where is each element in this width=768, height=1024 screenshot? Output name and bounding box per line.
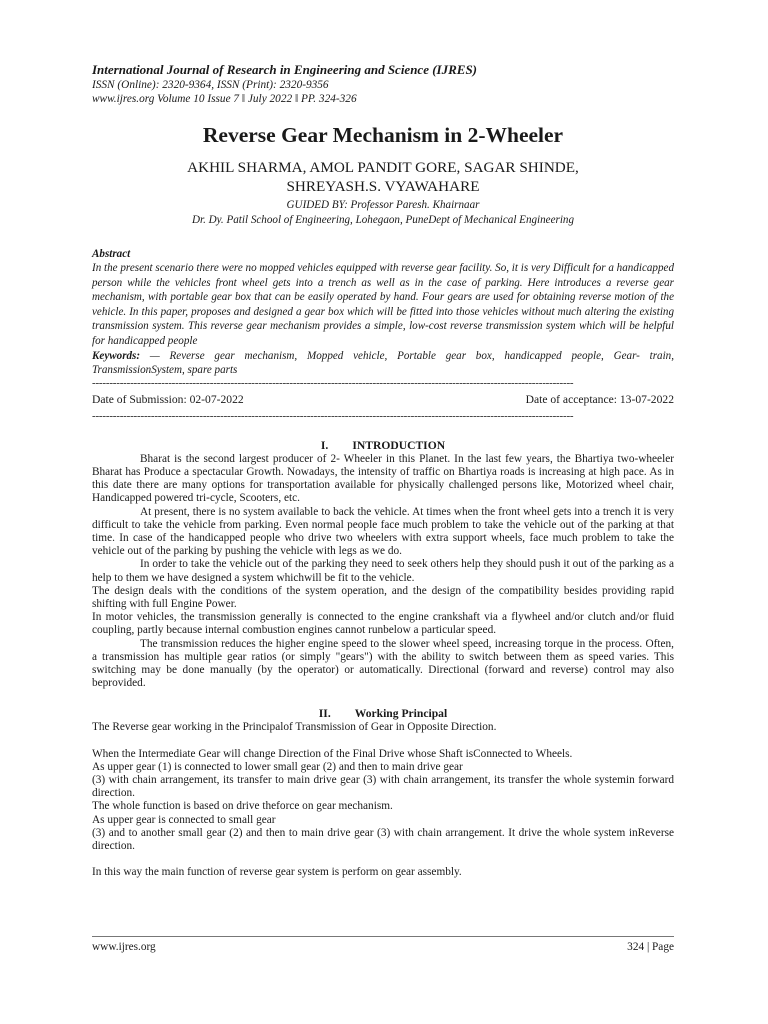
page-footer xyxy=(92,936,674,955)
footer-site: www.ijres.org xyxy=(92,941,156,953)
authors-line-1: AKHIL SHARMA, AMOL PANDIT GORE, SAGAR SHINDE, xyxy=(187,159,579,176)
journal-issn: ISSN (Online): 2320-9364, ISSN (Print): 2320-9356 xyxy=(92,79,329,91)
spacer xyxy=(92,735,674,748)
footer-rule xyxy=(92,936,674,937)
section-number: II. xyxy=(318,707,331,721)
section-heading-working-principal xyxy=(92,706,674,721)
submission-date: Date of Submission: 02-07-2022 xyxy=(92,392,244,406)
guided-by: GUIDED BY: Professor Paresh. Khairnaar xyxy=(286,199,480,211)
footer-row xyxy=(92,940,674,955)
intro-paragraph-4: The design deals with the conditions of the system operation, and the design of the compatibility besides providing rapid shifting with full Engine Power. xyxy=(92,584,674,610)
working-paragraph-7: (3) and to another small gear (2) and then to main drive gear (3) with chain arrangement. It drive the whole system inReverse direction. xyxy=(92,826,674,853)
paper-page xyxy=(92,62,674,879)
keywords xyxy=(92,349,674,378)
dates-row xyxy=(92,392,674,407)
intro-paragraph-5: In motor vehicles, the transmission generally is connected to the engine crankshaft via a flywheel and/or clutch and/or fluid coupling, partly because internal combustion engines cannot runbelow a particular speed. xyxy=(92,611,674,637)
journal-name: International Journal of Research in Engineering and Science (IJRES) xyxy=(92,62,478,77)
keywords-label: Keywords: xyxy=(92,349,141,362)
working-paragraph-8: In this way the main function of reverse gear system is perform on gear assembly. xyxy=(92,866,462,879)
working-paragraph-4: (3) with chain arrangement, its transfer to main drive gear (3) with chain arrangement, its transfer the whole systemin forward direction. xyxy=(92,774,674,800)
abstract-heading: Abstract xyxy=(92,248,131,260)
intro-paragraph-3: In order to take the vehicle out of the parking they need to seek others help they should push it out of the parking as a help to them we have designed a system whichwill be fit to the vehicle. xyxy=(92,558,674,584)
section-number: I. xyxy=(320,438,329,452)
section-title: INTRODUCTION xyxy=(352,438,446,452)
section-heading-introduction xyxy=(92,438,674,453)
acceptance-date: Date of acceptance: 13-07-2022 xyxy=(525,392,674,406)
affiliation: Dr. Dy. Patil School of Engineering, Lohegaon, PuneDept of Mechanical Engineering xyxy=(191,214,575,226)
spacer xyxy=(92,853,674,866)
authors xyxy=(92,158,674,196)
footer-page-number: 324 | Page xyxy=(627,941,674,953)
intro-paragraph-6: The transmission reduces the higher engine speed to the slower wheel speed, increasing torque in the process. Often, a transmission has multiple gear ratios (or simply "gears") with the ability to switch between them as speed varies. This switching may be done manually (by the operator) or automatically. Directional (forward and reverse) control may also beprovided. xyxy=(92,637,674,690)
intro-paragraph-1: Bharat is the second largest producer of 2- Wheeler in this Planet. In the last few years, the Bhartiya two-wheeler Bharat has Produce a spectacular Growth. Nowadays, the intensity of traffic on Bhartiya roads is increasing at high pace. As in this date there are many options for transportation available for physically challenged persons like, Motorized wheel chair, Handicapped powered tri-cycle, Scooters, etc. xyxy=(92,452,674,505)
abstract-text: In the present scenario there were no mopped vehicles equipped with reverse gear facility. So, it is very Difficult for a handicapped person while the vehicles front wheel gets into a trench as well as in the case of parking. Here introduces a reverse gear mechanism, with portable gear box that can be easily operated by hand. Four gears are used for obtaining reverse motion of the vehicle. In this paper, proposes and designed a gear box which will be fitted into those vehicles without much altering the existing transmission system. This reverse gear mechanism provides a simple, low-cost reverse transmission system which will be helpful for handicapped people xyxy=(92,262,674,347)
separator-top: ------------------------------------------------------------------------------------------------------------------------------------------- xyxy=(92,377,574,389)
working-paragraph-5: The whole function is based on drive theforce on gear mechanism. xyxy=(92,800,393,813)
working-paragraph-2: When the Intermediate Gear will change Direction of the Final Drive whose Shaft isConnected to Wheels. xyxy=(92,747,573,760)
journal-volume: www.ijres.org Volume 10 Issue 7 ǁ July 2022 ǁ PP. 324-326 xyxy=(92,93,357,105)
section-title: Working Principal xyxy=(354,707,448,721)
intro-paragraph-2: At present, there is no system available to back the vehicle. At times when the front wheel gets into a trench it is very difficult to take the vehicle from parking. Even normal people face much problem to take the vehicle out of the parking at that time. In case of the handicapped people who drive two wheelers with extra support wheels, face much problem to take the vehicle out of the parking by pushing the vehicle with legs as we do. xyxy=(92,505,674,558)
working-paragraph-6: As upper gear is connected to small gear xyxy=(92,813,276,826)
working-paragraph-3: As upper gear (1) is connected to lower small gear (2) and then to main drive gear xyxy=(92,760,463,773)
working-paragraph-1: The Reverse gear working in the Principalof Transmission of Gear in Opposite Direction. xyxy=(92,721,497,734)
paper-title: Reverse Gear Mechanism in 2-Wheeler xyxy=(202,123,564,147)
keywords-text: — Reverse gear mechanism, Mopped vehicle, Portable gear box, handicapped people, Gear- train, TransmissionSystem, spare parts xyxy=(92,349,674,377)
authors-line-2: SHREYASH.S. VYAWAHARE xyxy=(286,178,480,195)
separator-bottom: ------------------------------------------------------------------------------------------------------------------------------------------- xyxy=(92,410,574,422)
